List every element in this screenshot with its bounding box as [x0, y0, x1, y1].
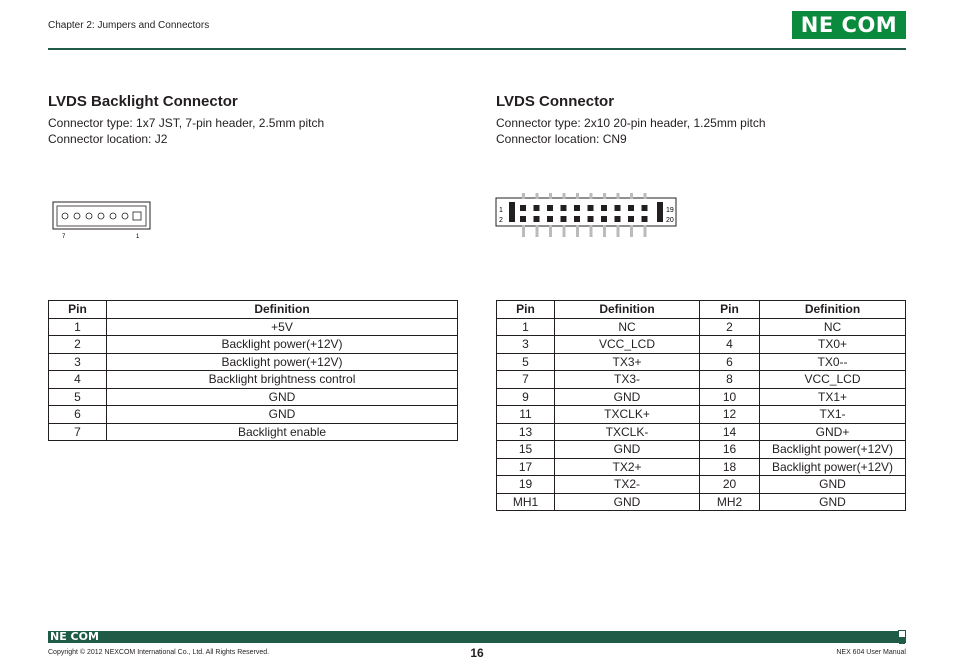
lvds-connector-diagram [494, 193, 680, 239]
pin-cell: 2 [49, 336, 107, 354]
definition-cell: GND [107, 406, 458, 424]
lvds-connector-title: LVDS Connector [496, 93, 615, 110]
table-row [497, 458, 906, 476]
pin-label-19: 19 [666, 207, 674, 214]
pin-cell: 10 [700, 388, 760, 406]
definition-cell: GND [555, 441, 700, 459]
definition-cell: TXCLK- [555, 423, 700, 441]
connector-pin [62, 213, 68, 219]
pin-cell: 20 [700, 476, 760, 494]
connector-pin [588, 205, 594, 211]
definition-cell: GND [107, 388, 458, 406]
connector-pin [86, 213, 92, 219]
backlight-connector-location: Connector location: J2 [48, 132, 168, 146]
pin-cell: 17 [497, 458, 555, 476]
table-row [49, 353, 458, 371]
footer-square [899, 638, 905, 644]
pin-cell: 7 [49, 423, 107, 441]
manual-title: NEX 604 User Manual [836, 649, 906, 656]
pin-cell: 1 [49, 318, 107, 336]
backlight-connector-diagram [52, 200, 152, 242]
definition-cell: Backlight power(+12V) [107, 353, 458, 371]
connector-pin [547, 205, 553, 211]
footer-bar [48, 631, 906, 643]
pin-cell: 2 [700, 318, 760, 336]
definition-cell: TX0-- [760, 353, 906, 371]
connector-pin [520, 205, 526, 211]
table-header-row [49, 301, 458, 319]
connector-lead [576, 225, 579, 237]
definition-cell: Backlight power(+12V) [760, 441, 906, 459]
connector-pin [561, 216, 567, 222]
connector-pin [628, 205, 634, 211]
backlight-connector-type: Connector type: 1x7 JST, 7-pin header, 2.5mm pitch [48, 116, 325, 130]
table-row [497, 371, 906, 389]
connector-pin [74, 213, 80, 219]
definition-cell: VCC_LCD [555, 336, 700, 354]
connector-pin [561, 205, 567, 211]
pin-cell: MH1 [497, 493, 555, 511]
definition-cell: TX3- [555, 371, 700, 389]
table-row [497, 353, 906, 371]
table-row [497, 388, 906, 406]
definition-cell: TXCLK+ [555, 406, 700, 424]
nexcom-logo [792, 11, 906, 39]
pin-cell: 5 [497, 353, 555, 371]
definition-cell: Backlight power(+12V) [760, 458, 906, 476]
pin-cell: 14 [700, 423, 760, 441]
pin-label-1: 1 [499, 207, 503, 214]
table-row [497, 423, 906, 441]
definition-cell: TX2- [555, 476, 700, 494]
connector-pin [98, 213, 104, 219]
backlight-pin-table [48, 300, 458, 441]
connector-pin [547, 216, 553, 222]
connector-pin [520, 216, 526, 222]
footer-square [899, 631, 905, 637]
definition-cell: Backlight brightness control [107, 371, 458, 389]
connector-lead [563, 193, 566, 199]
definition-cell: +5V [107, 318, 458, 336]
lvds-backlight-title: LVDS Backlight Connector [48, 93, 238, 110]
connector-lead [563, 225, 566, 237]
connector-pin [615, 216, 621, 222]
pin-label-1: 1 [136, 234, 140, 240]
connector-pin [601, 216, 607, 222]
table-header-row [497, 301, 906, 319]
col-definition: Definition [555, 301, 700, 319]
connector-lead [549, 225, 552, 237]
connector-lead [603, 193, 606, 199]
lvds-connector-type: Connector type: 2x10 20-pin header, 1.25mm pitch [496, 116, 766, 130]
table-row [497, 476, 906, 494]
pin-cell: 16 [700, 441, 760, 459]
definition-cell: GND [760, 493, 906, 511]
pin-cell: 6 [700, 353, 760, 371]
connector-pin [534, 205, 540, 211]
connector-pin [588, 216, 594, 222]
col-pin: Pin [700, 301, 760, 319]
pin-label-20: 20 [666, 217, 674, 224]
definition-cell: GND [555, 388, 700, 406]
connector-pin [574, 205, 580, 211]
table-row [497, 406, 906, 424]
connector-pin [574, 216, 580, 222]
definition-cell: GND [760, 476, 906, 494]
logo-text: NE COM [800, 13, 898, 37]
definition-cell: TX3+ [555, 353, 700, 371]
table-row [49, 423, 458, 441]
connector-lead [603, 225, 606, 237]
col-pin: Pin [49, 301, 107, 319]
pin-cell: 11 [497, 406, 555, 424]
pin-cell: 4 [700, 336, 760, 354]
connector-pin [133, 212, 141, 220]
pin-cell: 13 [497, 423, 555, 441]
connector-lead [630, 225, 633, 237]
definition-cell: GND [555, 493, 700, 511]
definition-cell: NC [760, 318, 906, 336]
connector-pin [642, 216, 648, 222]
connector-pin [601, 205, 607, 211]
definition-cell: TX1+ [760, 388, 906, 406]
table-row [49, 371, 458, 389]
connector-pin [122, 213, 128, 219]
pin-cell: 15 [497, 441, 555, 459]
definition-cell: TX2+ [555, 458, 700, 476]
connector-lead [644, 225, 647, 237]
lvds-pin-table [496, 300, 906, 511]
lvds-connector-desc [496, 115, 766, 147]
table-row [497, 441, 906, 459]
table-row [49, 406, 458, 424]
definition-cell: VCC_LCD [760, 371, 906, 389]
col-definition: Definition [107, 301, 458, 319]
copyright-text: Copyright © 2012 NEXCOM International Co., Ltd. All Rights Reserved. [48, 649, 270, 656]
footer-logo: NE COM [50, 630, 99, 643]
backlight-connector-desc [48, 115, 324, 147]
table-row [497, 493, 906, 511]
definition-cell: NC [555, 318, 700, 336]
connector-lead [590, 193, 593, 199]
definition-cell: GND+ [760, 423, 906, 441]
pin-cell: 1 [497, 318, 555, 336]
connector-lead [617, 225, 620, 237]
col-pin: Pin [497, 301, 555, 319]
pin-cell: 3 [49, 353, 107, 371]
lvds-connector-location: Connector location: CN9 [496, 132, 627, 146]
pin-label-2: 2 [499, 217, 503, 224]
connector-lead [549, 193, 552, 199]
connector-pin [642, 205, 648, 211]
pin-cell: 12 [700, 406, 760, 424]
pin-cell: 19 [497, 476, 555, 494]
connector-lead [630, 193, 633, 199]
header-divider [48, 48, 906, 50]
connector-lead [644, 193, 647, 199]
table-row [497, 318, 906, 336]
pin-cell: 7 [497, 371, 555, 389]
table-row [49, 388, 458, 406]
pin-cell: 3 [497, 336, 555, 354]
connector-lead [617, 193, 620, 199]
connector-pin [534, 216, 540, 222]
connector-lead [522, 193, 525, 199]
connector-pin [110, 213, 116, 219]
connector-pin [628, 216, 634, 222]
chapter-title: Chapter 2: Jumpers and Connectors [48, 20, 210, 31]
definition-cell: Backlight enable [107, 423, 458, 441]
connector-lead [576, 193, 579, 199]
pin-cell: MH2 [700, 493, 760, 511]
connector-lead [536, 193, 539, 199]
definition-cell: Backlight power(+12V) [107, 336, 458, 354]
connector-lead [522, 225, 525, 237]
pin-cell: 18 [700, 458, 760, 476]
definition-cell: TX1- [760, 406, 906, 424]
pin-cell: 9 [497, 388, 555, 406]
table-row [497, 336, 906, 354]
page-number: 16 [470, 646, 484, 660]
pin-cell: 4 [49, 371, 107, 389]
connector-pin [615, 205, 621, 211]
col-definition: Definition [760, 301, 906, 319]
pin-cell: 6 [49, 406, 107, 424]
footer-square [890, 631, 896, 637]
pin-cell: 8 [700, 371, 760, 389]
definition-cell: TX0+ [760, 336, 906, 354]
table-row [49, 318, 458, 336]
pin-cell: 5 [49, 388, 107, 406]
connector-lead [590, 225, 593, 237]
connector-lead [536, 225, 539, 237]
table-row [49, 336, 458, 354]
pin-label-7: 7 [62, 234, 66, 240]
